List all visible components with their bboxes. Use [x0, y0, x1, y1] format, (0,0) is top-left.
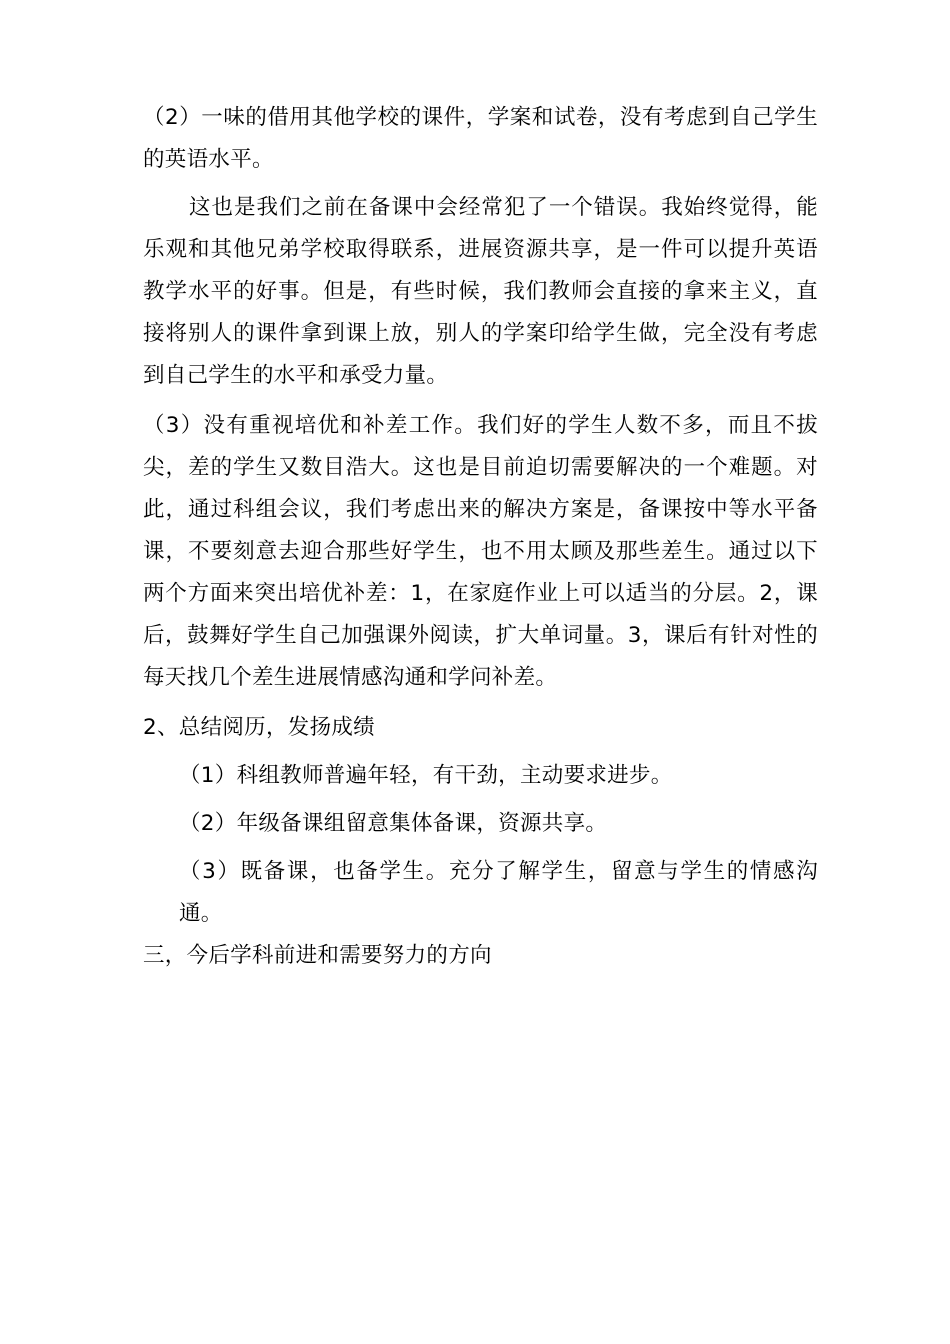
document-body [143, 97, 818, 977]
list-item-3: （3）既备课，也备学生。充分了解学生，留意与学生的情感沟通。 [179, 859, 818, 926]
section-heading-summary: 2、总结阅历，发扬成绩 [143, 715, 375, 740]
paragraph-item-3: （3）没有重视培优和补差工作。我们好的学生人数不多，而且不拔尖，差的学生又数目浩大。这也是目前迫切需要解决的一个难题。对此，通过科组会议，我们考虑出来的解决方案是，备课按中等水平备课，不要刻意去迎合那些好学生，也不用太顾及那些差生。通过以下两个方面来突出培优补差：1，在家庭作业上可以适当的分层。2，课后，鼓舞好学生自己加强课外阅读，扩大单词量。3，课后有针对性的每天找几个差生进展情感沟通和学问补差。 [143, 413, 818, 690]
list-item-1: （1）科组教师普遍年轻，有干劲，主动要求进步。 [179, 763, 673, 788]
section-heading-future: 三，今后学科前进和需要努力的方向 [143, 943, 492, 968]
paragraph-item-2: （2）一味的借用其他学校的课件，学案和试卷，没有考虑到自己学生的英语水平。 [143, 105, 818, 172]
list-item-2: （2）年级备课组留意集体备课，资源共享。 [179, 811, 608, 836]
paragraph-resource-sharing: 这也是我们之前在备课中会经常犯了一个错误。我始终觉得，能乐观和其他兄弟学校取得联系，进展资源共享，是一件可以提升英语教学水平的好事。但是，有些时候，我们教师会直接的拿来主义，直接将别人的课件拿到课上放，别人的学案印给学生做，完全没有考虑到自己学生的水平和承受力量。 [143, 195, 818, 388]
